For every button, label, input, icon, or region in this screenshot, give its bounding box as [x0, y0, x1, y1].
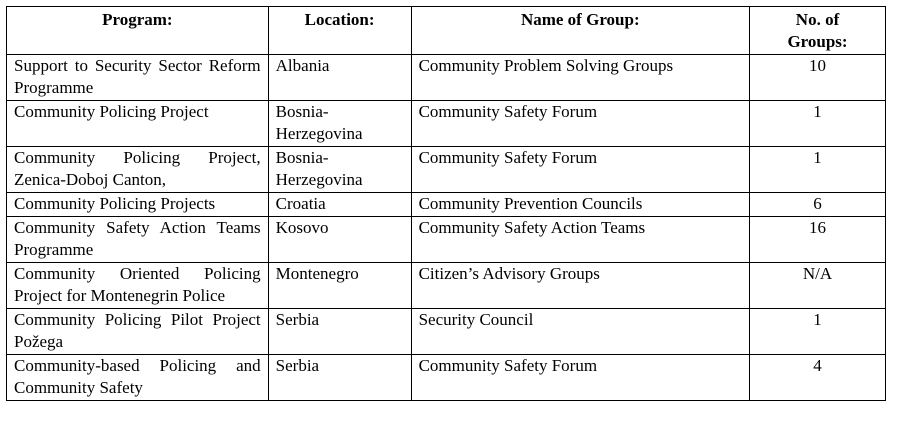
header-group-count: No. of Groups:	[750, 7, 886, 55]
group-name-cell: Community Safety Action Teams	[411, 217, 749, 263]
location-cell: Kosovo	[268, 217, 411, 263]
program-cell: Community Policing Project	[7, 101, 269, 147]
group-count-cell: N/A	[750, 263, 886, 309]
program-cell: Community Policing Project, Zenica-Doboj Canton,	[7, 147, 269, 193]
group-name-cell: Community Prevention Councils	[411, 193, 749, 217]
location-cell: Albania	[268, 55, 411, 101]
group-name-cell: Community Safety Forum	[411, 101, 749, 147]
header-program: Program:	[7, 7, 269, 55]
program-cell: Support to Security Sector Reform Programme	[7, 55, 269, 101]
program-cell: Community Policing Projects	[7, 193, 269, 217]
location-cell: Bosnia-Herzegovina	[268, 101, 411, 147]
group-count-cell: 1	[750, 309, 886, 355]
table-row	[7, 101, 886, 147]
table-row	[7, 355, 886, 401]
location-cell: Croatia	[268, 193, 411, 217]
location-cell: Serbia	[268, 309, 411, 355]
table-row	[7, 193, 886, 217]
group-count-cell: 4	[750, 355, 886, 401]
header-group-name: Name of Group:	[411, 7, 749, 55]
program-cell: Community Policing Pilot Project Požega	[7, 309, 269, 355]
location-cell: Bosnia-Herzegovina	[268, 147, 411, 193]
group-count-cell: 1	[750, 147, 886, 193]
program-cell: Community Oriented Policing Project for Montenegrin Police	[7, 263, 269, 309]
header-location: Location:	[268, 7, 411, 55]
location-cell: Serbia	[268, 355, 411, 401]
table-row	[7, 309, 886, 355]
header-row	[7, 7, 886, 55]
group-name-cell: Community Problem Solving Groups	[411, 55, 749, 101]
table-row	[7, 55, 886, 101]
group-count-cell: 1	[750, 101, 886, 147]
table-row	[7, 147, 886, 193]
group-name-cell: Community Safety Forum	[411, 147, 749, 193]
table-row	[7, 217, 886, 263]
group-name-cell: Community Safety Forum	[411, 355, 749, 401]
group-count-cell: 16	[750, 217, 886, 263]
table-row	[7, 263, 886, 309]
group-count-cell: 10	[750, 55, 886, 101]
programs-table	[6, 6, 886, 401]
group-count-cell: 6	[750, 193, 886, 217]
program-cell: Community Safety Action Teams Programme	[7, 217, 269, 263]
group-name-cell: Citizen’s Advisory Groups	[411, 263, 749, 309]
program-cell: Community-based Policing and Community Safety	[7, 355, 269, 401]
location-cell: Montenegro	[268, 263, 411, 309]
group-name-cell: Security Council	[411, 309, 749, 355]
